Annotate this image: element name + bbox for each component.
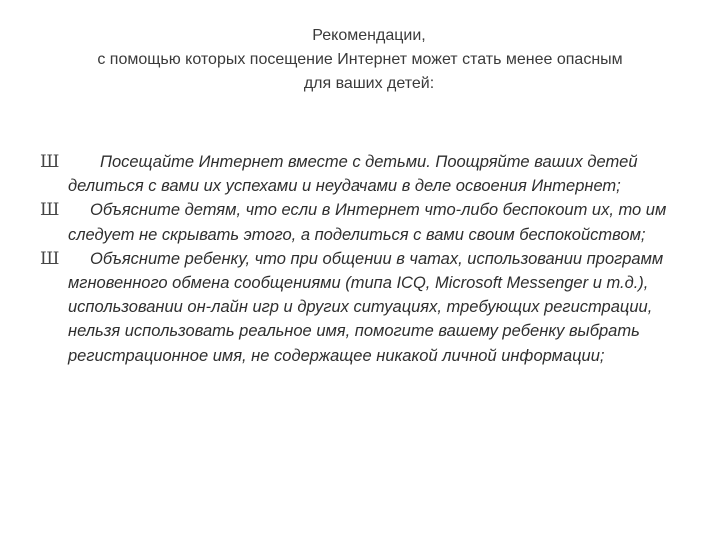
list-item-text: Объясните детям, что если в Интернет что-либо беспокоит их, то им следует не скрывать этого, а поделиться с вами своим беспокойством; [68,201,667,244]
title-line-3: для ваших детей: [303,75,435,92]
title-line-1: Рекомендации, [312,27,426,44]
list-item-text: Объясните ребенку, что при общении в чатах, использовании программ мгновенного обмена сообщениями (типа ICQ, Microsoft Messenger и т.д.), использовании он-лайн игр и других ситуациях, требующих регистрации, нельзя использовать реальное имя, помогите вашему ребенку выбрать регистрационное имя, не содержащее никакой личной информации; [68,249,664,365]
recommendation-list [40,150,680,368]
list-item [40,150,680,198]
bullet-icon: Ш [40,200,60,221]
bullet-icon: Ш [40,248,60,269]
list-item [40,198,680,246]
bullet-icon: Ш [40,152,60,172]
list-item-text: Посещайте Интернет вместе с детьми. Поощряйте ваших детей делиться с вами их успехами и неудачами в деле освоения Интернет; [68,153,638,196]
list-item [40,247,680,368]
title-line-2: с помощью которых посещение Интернет может стать менее опасным [97,51,623,68]
page-title [0,24,720,96]
